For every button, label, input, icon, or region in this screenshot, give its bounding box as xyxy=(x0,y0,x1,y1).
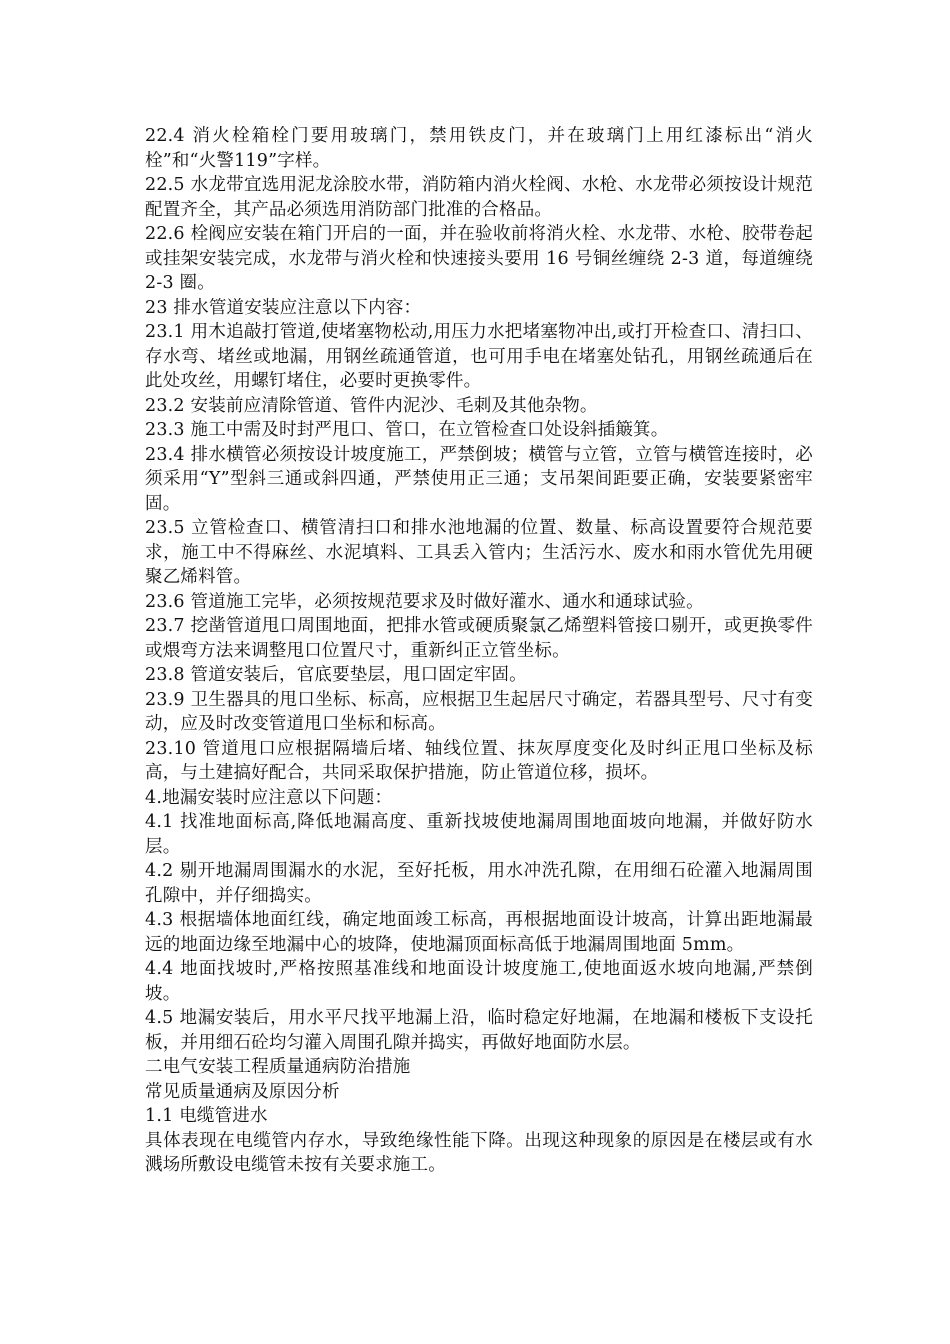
paragraph-22-6: 22.6 栓阀应安装在箱门开启的一面，并在验收前将消火栓、水龙带、水枪、胶带卷起或挂架安装完成，水龙带与消火栓和快速接头要用 16 号铜丝缠绕 2-3 道，每道缠绕 2-3 圈。 xyxy=(145,224,813,293)
paragraph-23-2: 23.2 安装前应清除管道、管件内泥沙、毛刺及其他杂物。 xyxy=(145,395,598,416)
paragraph-22-5: 22.5 水龙带宜选用泥龙涂胶水带，消防箱内消火栓阀、水枪、水龙带必须按设计规范配置齐全，其产品必须选用消防部门批准的合格品。 xyxy=(145,175,813,220)
heading-1-1: 1.1 电缆管进水 xyxy=(145,1106,268,1126)
paragraph-4-5: 4.5 地漏安装后，用水平尺找平地漏上沿，临时稳定好地漏，在地漏和楼板下支设托板，并用细石砼均匀灌入周围孔隙并捣实，再做好地面防水层。 xyxy=(145,1008,813,1053)
paragraph-22-4: 22.4 消火栓箱栓门要用玻璃门，禁用铁皮门，并在玻璃门上用红漆标出“消火栓”和“火警119”字样。 xyxy=(145,126,813,171)
paragraph-4-2: 4.2 剔开地漏周围漏水的水泥，至好托板，用水冲洗孔隙，在用细石砼灌入地漏周围孔隙中，并仔细捣实。 xyxy=(145,861,813,906)
paragraph-23-5: 23.5 立管检查口、横管清扫口和排水池地漏的位置、数量、标高设置要符合规范要求，施工中不得麻丝、水泥填料、工具丢入管内；生活污水、废水和雨水管优先用硬聚乙烯料管。 xyxy=(145,518,813,587)
heading-23: 23 排水管道安装应注意以下内容： xyxy=(145,297,422,318)
paragraph-23-10: 23.10 管道甩口应根据隔墙后堵、轴线位置、抹灰厚度变化及时纠正甩口坐标及标高，与土建搞好配合，共同采取保护措施，防止管道位移，损坏。 xyxy=(145,738,813,783)
paragraph-23-8: 23.8 管道安装后，官底要垫层，甩口固定牢固。 xyxy=(145,665,527,685)
paragraph-4-1: 4.1 找准地面标高,降低地漏高度、重新找坡使地漏周围地面坡向地漏，并做好防水层。 xyxy=(145,812,813,857)
document-body xyxy=(145,124,813,1178)
paragraph-23-4: 23.4 排水横管必须按设计坡度施工，严禁倒坡；横管与立管，立管与横管连接时，必须采用“Y”型斜三通或斜四通，严禁使用正三通；支吊架间距要正确，安装要紧密牢固。 xyxy=(145,444,813,514)
section-heading-electrical: 二电气安装工程质量通病防治措施 xyxy=(145,1057,411,1077)
paragraph-4-3: 4.3 根据墙体地面红线，确定地面竣工标高，再根据地面设计坡高，计算出距地漏最远的地面边缘至地漏中心的坡降，使地漏顶面标高低于地漏周围地面 5mm。 xyxy=(145,910,813,955)
paragraph-23-7: 23.7 挖凿管道甩口周围地面，把排水管或硬质聚氯乙烯塑料管接口剔开，或更换零件或煨弯方法来调整甩口位置尺寸，重新纠正立管坐标。 xyxy=(145,616,813,661)
heading-4: 4.地漏安装时应注意以下问题： xyxy=(145,787,393,808)
paragraph-23-9: 23.9 卫生器具的甩口坐标、标高，应根据卫生起居尺寸确定，若器具型号、尺寸有变动，应及时改变管道甩口坐标和标高。 xyxy=(145,689,813,734)
paragraph-23-3: 23.3 施工中需及时封严甩口、管口，在立管检查口处设斜插簸箕。 xyxy=(145,420,669,440)
paragraph-1-1-detail: 具体表现在电缆管内存水，导致绝缘性能下降。出现这种现象的原因是在楼层或有水溅场所敷设电缆管未按有关要求施工。 xyxy=(145,1130,813,1175)
subheading-common-defects: 常见质量通病及原因分析 xyxy=(145,1081,340,1102)
paragraph-23-6: 23.6 管道施工完毕，必须按规范要求及时做好灌水、通水和通球试验。 xyxy=(145,591,704,612)
paragraph-4-4: 4.4 地面找坡时,严格按照基准线和地面设计坡度施工,使地面返水坡向地漏,严禁倒坡。 xyxy=(145,959,813,1004)
paragraph-23-1: 23.1 用木追敲打管道,使堵塞物松动,用压力水把堵塞物冲出,或打开检查口、清扫口、存水弯、堵丝或地漏，用钢丝疏通管道，也可用手电在堵塞处钻孔，用钢丝疏通后在此处攻丝，用螺钉堵住，必要时更换零件。 xyxy=(145,322,813,391)
